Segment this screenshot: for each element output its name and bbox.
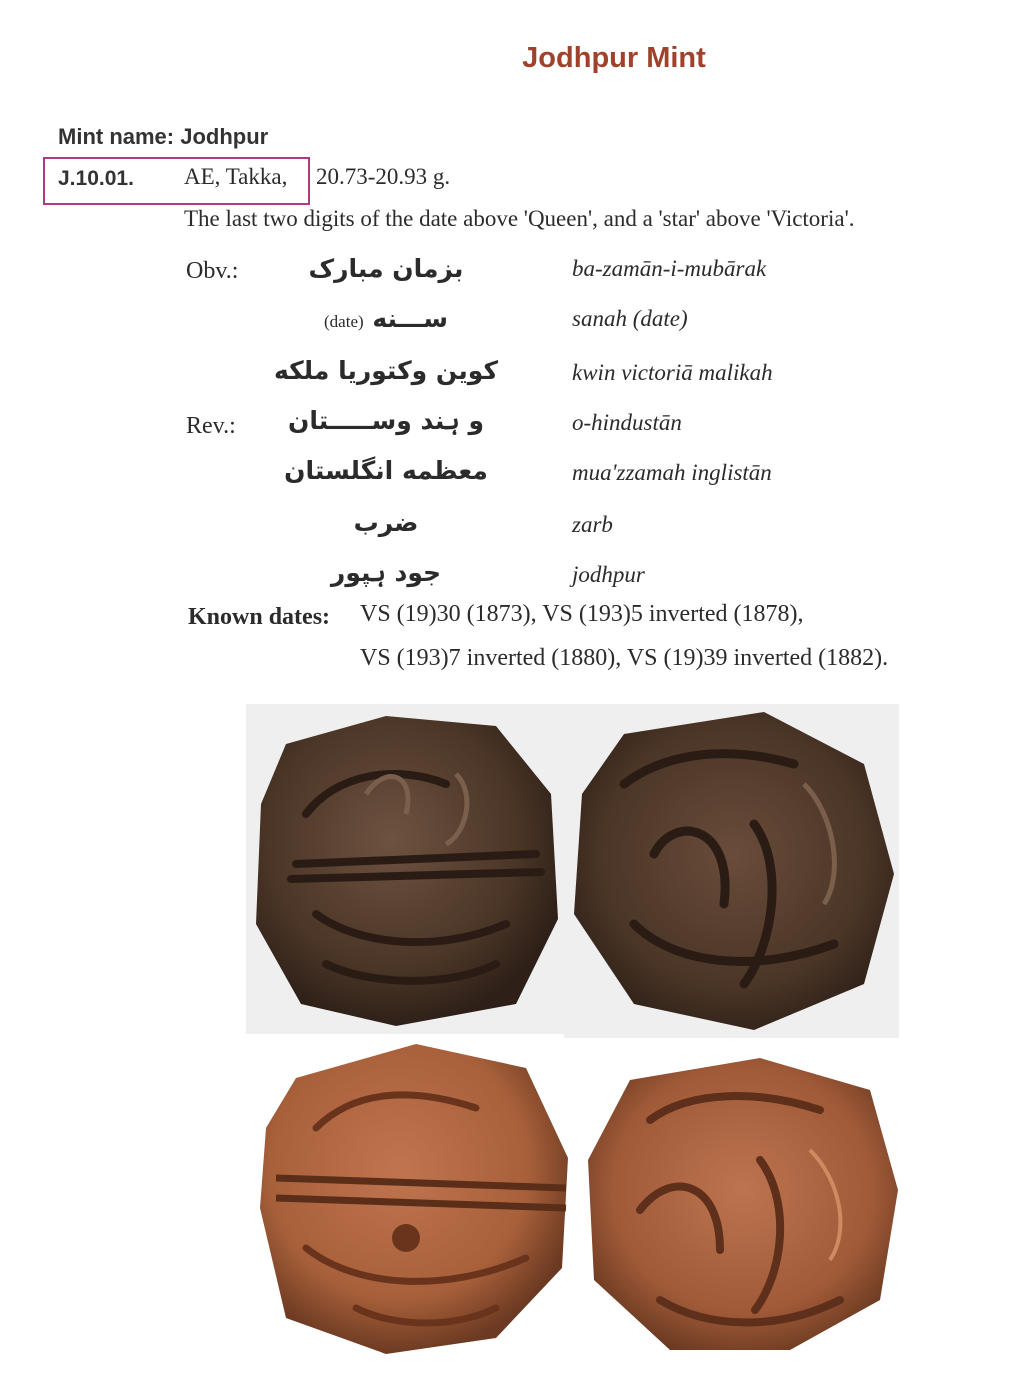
date-placeholder: (date) bbox=[324, 312, 364, 331]
known-dates-label: Known dates: bbox=[188, 604, 331, 630]
reverse-legend-line-4: جود ہپور bbox=[330, 558, 442, 587]
weight: 20.73-20.93 g. bbox=[316, 164, 451, 189]
known-dates-line-2: VS (193)7 inverted (1880), VS (19)39 inverted (1882). bbox=[360, 645, 889, 671]
metal-denomination: AE, Takka, bbox=[184, 164, 288, 189]
obverse-legend-line-3: کوین وکتوریا ملکه bbox=[273, 356, 498, 385]
reverse-translit-line-1: o-hindustān bbox=[572, 410, 682, 435]
obverse-legend-line-2: ســـنه (date) bbox=[324, 304, 448, 333]
obverse-legend-line-1: بزمان مبارک bbox=[308, 254, 464, 283]
reverse-legend-line-1: و ہند وســـــتان bbox=[287, 406, 485, 435]
reverse-translit-line-4: jodhpur bbox=[572, 562, 645, 587]
reverse-translit-line-2: mua'zzamah inglistān bbox=[572, 460, 772, 485]
date-note: The last two digits of the date above 'Queen', and a 'star' above 'Victoria'. bbox=[184, 206, 855, 231]
reverse-legend-line-3: ضرب bbox=[353, 508, 419, 537]
known-dates-line-1: VS (19)30 (1873), VS (193)5 inverted (1878), bbox=[360, 601, 804, 627]
page-title: Jodhpur Mint bbox=[522, 42, 706, 74]
obverse-label: Obv.: bbox=[186, 258, 239, 284]
coin-1-obverse-photo bbox=[246, 704, 564, 1034]
reverse-label: Rev.: bbox=[186, 413, 236, 439]
reverse-translit-line-3: zarb bbox=[572, 512, 613, 537]
obverse-translit-line-2: sanah (date) bbox=[572, 306, 688, 331]
obverse-translit-line-1: ba-zamān-i-mubārak bbox=[572, 256, 767, 281]
catalog-number: J.10.01. bbox=[58, 167, 134, 190]
obverse-translit-line-3: kwin victoriā malikah bbox=[572, 360, 773, 385]
coin-1-reverse-photo bbox=[564, 704, 899, 1038]
coin-2-obverse-photo bbox=[246, 1038, 576, 1358]
reverse-legend-line-2: معظمه انگلستان bbox=[284, 456, 488, 485]
coin-2-reverse-photo bbox=[580, 1050, 910, 1360]
mint-name: Mint name: Jodhpur bbox=[58, 124, 269, 149]
